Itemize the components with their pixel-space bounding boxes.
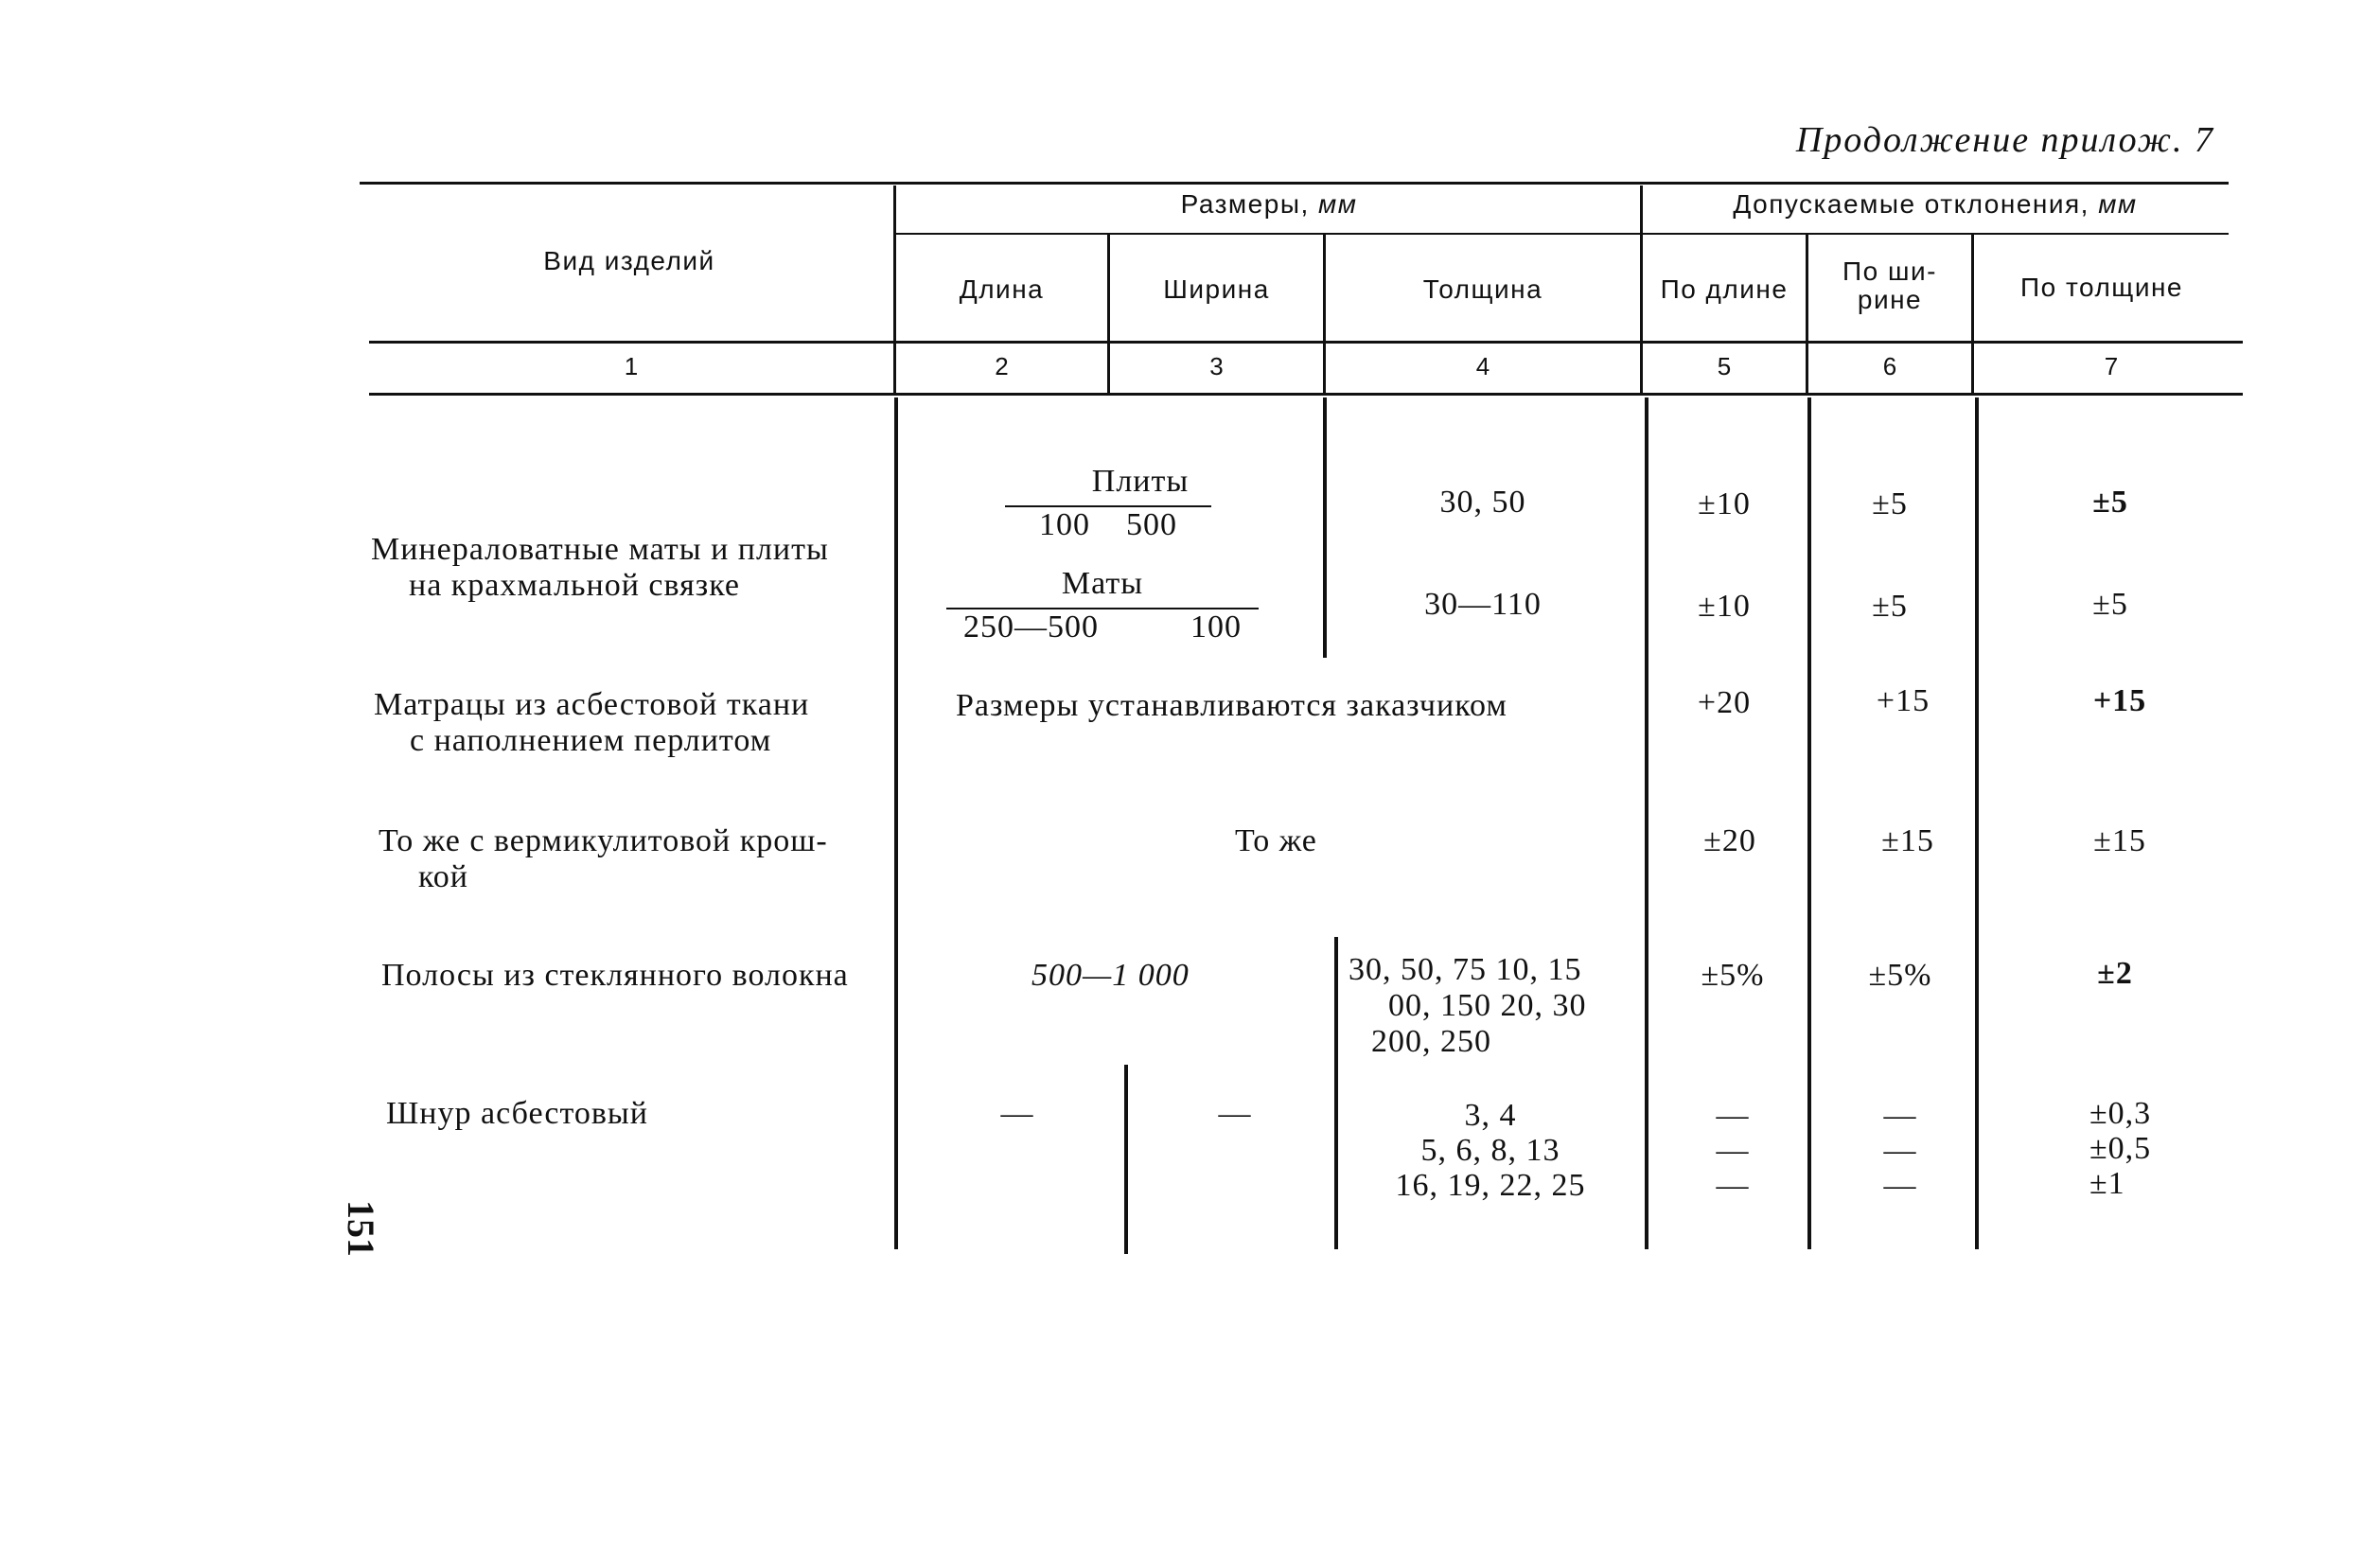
vermiculite-tol-width: ±15 [1881, 823, 1934, 858]
header-thickness: Толщина [1422, 274, 1543, 304]
cord-tol-width [1819, 1098, 1982, 1203]
plates-fraction-line [1005, 505, 1211, 507]
row-mineral-name-line1: Минераловатные маты и плиты [371, 532, 829, 567]
glass-strips-tol-length: ±5% [1701, 958, 1765, 993]
column-number-4: 4 [1475, 352, 1490, 380]
plates-tol-length: ±10 [1698, 486, 1751, 521]
mattress-sizes-note: Размеры устанавливаются заказчиком [956, 688, 1507, 723]
header-width: Ширина [1163, 274, 1270, 304]
glass-strips-thickness [1349, 952, 1587, 1060]
plates-tol-thickness: ±5 [2092, 485, 2128, 520]
header-bottom-rule [369, 341, 2243, 344]
cord-thickness-line3: 16, 19, 22, 25 [1395, 1168, 1586, 1203]
row-mineral-name [371, 532, 891, 604]
header-by-thickness: По толщине [2020, 273, 2183, 302]
column-number-5: 5 [1717, 352, 1732, 380]
cord-tol-width-3: — [1883, 1168, 1917, 1203]
cord-width: — [1218, 1096, 1252, 1131]
header-product-type: Вид изделий [543, 246, 715, 275]
mats-label: Маты [1061, 566, 1144, 601]
header-tolerances-unit: мм [2098, 189, 2138, 219]
column-number-2: 2 [995, 352, 1009, 380]
header-length: Длина [959, 274, 1045, 304]
cord-tol-thickness [2089, 1096, 2151, 1201]
cord-tol-thickness-1: ±0,3 [2089, 1096, 2152, 1131]
header-tolerances-group [1642, 189, 2229, 220]
cord-tol-width-1: — [1883, 1098, 1917, 1133]
plates-tol-width: ±5 [1872, 486, 1908, 521]
row-mattress-name [374, 687, 894, 759]
header-by-width [1808, 257, 1971, 314]
column-number-3: 3 [1209, 352, 1224, 380]
cord-tol-length-3: — [1716, 1168, 1750, 1203]
header-by-width-line2: рине [1857, 285, 1923, 314]
mats-tol-length: ±10 [1698, 589, 1751, 624]
plates-width: 500 [1126, 507, 1177, 542]
plates-label: Плиты [1091, 464, 1190, 499]
cord-thickness [1338, 1098, 1643, 1203]
table-top-rule [360, 182, 2229, 185]
cord-tol-length-1: — [1716, 1098, 1750, 1133]
cord-thickness-line1: 3, 4 [1464, 1098, 1517, 1133]
mats-length: 250—500 [963, 609, 1099, 645]
header-by-length: По длине [1660, 274, 1789, 304]
glass-strips-thickness-line3: 200, 250 [1371, 1024, 1491, 1059]
header-tolerances-label: Допускаемые отклонения, [1733, 189, 2089, 219]
continuation-title: Продолжение прилож. 7 [1795, 120, 2214, 160]
cord-tol-width-2: — [1883, 1133, 1917, 1168]
column-number-1: 1 [624, 352, 639, 380]
cord-thickness-line2: 5, 6, 8, 13 [1420, 1133, 1560, 1168]
cord-tol-length-2: — [1716, 1133, 1750, 1168]
header-dimensions-unit: мм [1318, 189, 1358, 219]
column-number-6: 6 [1882, 352, 1897, 380]
group-header-rule-dimensions [896, 233, 1642, 235]
row-mattress-name-line1: Матрацы из асбестовой ткани [374, 687, 810, 722]
cord-tol-length [1651, 1098, 1814, 1203]
mattress-tol-width: +15 [1876, 683, 1930, 718]
group-header-rule-tolerances [1642, 233, 2229, 235]
row-vermiculite-name-line2: кой [418, 859, 468, 894]
header-dimensions-label: Размеры, [1180, 189, 1310, 219]
mats-tol-width: ±5 [1872, 589, 1908, 624]
vermiculite-tol-thickness: ±15 [2093, 823, 2146, 858]
row-vermiculite-name [379, 823, 899, 895]
cord-length: — [1000, 1096, 1034, 1131]
plates-thickness: 30, 50 [1439, 485, 1526, 520]
page-number: 151 [340, 1200, 382, 1257]
mattress-tol-length: +20 [1697, 685, 1752, 720]
column-numbers-bottom-rule [369, 393, 2243, 396]
glass-strips-tol-width: ±5% [1868, 958, 1932, 993]
row-asbestos-cord-name: Шнур асбестовый [386, 1096, 648, 1131]
glass-strips-thickness-line1: 30, 50, 75 10, 15 [1349, 952, 1582, 987]
vermiculite-tol-length: ±20 [1703, 823, 1756, 858]
glass-strips-thickness-line2: 00, 150 20, 30 [1388, 988, 1587, 1023]
plates-length: 100 [1039, 507, 1090, 542]
cord-tol-thickness-2: ±0,5 [2089, 1131, 2152, 1166]
mats-tol-thickness: ±5 [2092, 587, 2128, 622]
row-mineral-name-line2: на крахмальной связке [409, 568, 740, 603]
header-by-width-line1: По ши- [1842, 256, 1937, 286]
mattress-tol-thickness: +15 [2092, 683, 2147, 718]
mats-thickness: 30—110 [1424, 587, 1542, 622]
row-glass-strips-name: Полосы из стеклянного волокна [381, 958, 849, 993]
row-mattress-name-line2: с наполнением перлитом [410, 723, 772, 758]
header-dimensions-group [896, 189, 1642, 220]
glass-strips-length: 500—1 000 [1031, 958, 1190, 993]
mats-width: 100 [1190, 609, 1242, 645]
column-number-7: 7 [2104, 352, 2119, 380]
row-vermiculite-name-line1: То же с вермикулитовой крош- [379, 823, 828, 858]
vermiculite-sizes-note: То же [1235, 823, 1317, 858]
body-divider-cord-length-width [1124, 1065, 1128, 1254]
glass-strips-tol-thickness: ±2 [2097, 956, 2133, 991]
cord-tol-thickness-3: ±1 [2089, 1166, 2125, 1201]
